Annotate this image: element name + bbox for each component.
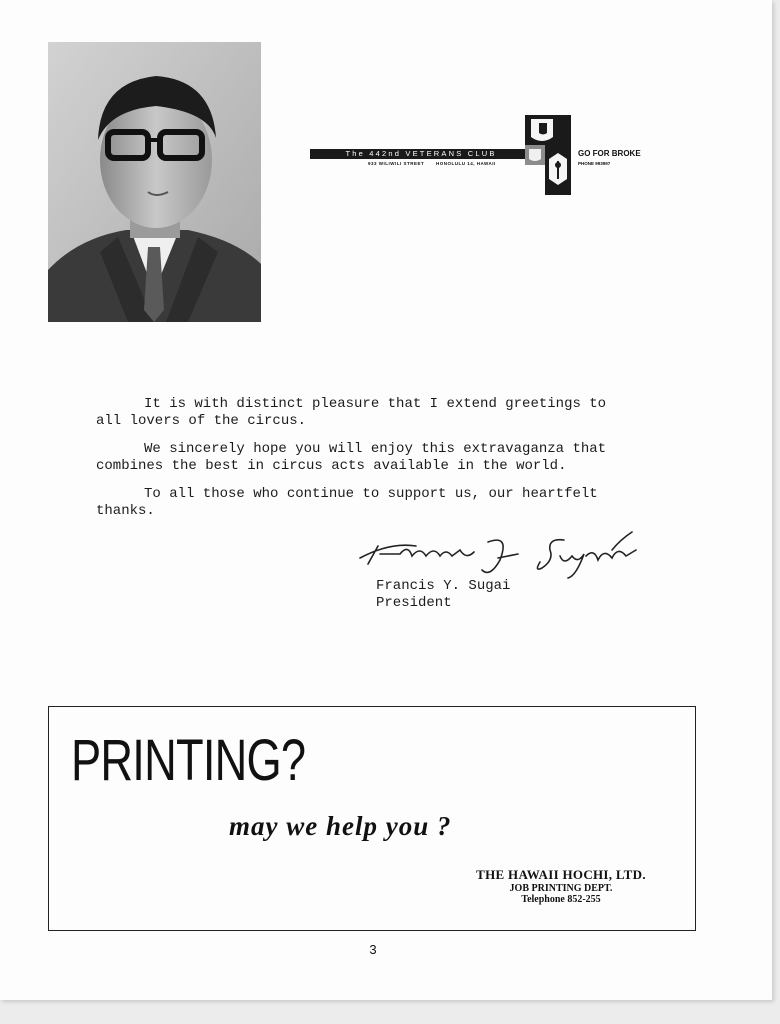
address-city: HONOLULU 14, HAWAII: [436, 161, 496, 166]
letter-paragraph: We sincerely hope you will enjoy this extravaganza that combines the best in circus acts available in the world.: [96, 441, 607, 474]
ad-tagline: may we help you ?: [229, 811, 452, 841]
greeting-letter: [96, 396, 696, 531]
page-number: 3: [369, 942, 377, 957]
signer-name: Francis Y. Sugai: [376, 578, 511, 594]
ad-headline: PRINTING?: [71, 728, 306, 793]
portrait-photo: [48, 42, 261, 322]
ad-company-block: [451, 867, 671, 905]
motto-text: GO FOR BROKE: [578, 149, 641, 158]
company-name: THE HAWAII HOCHI, LTD.: [476, 867, 646, 882]
company-telephone: Telephone 852-255: [521, 894, 601, 905]
handwritten-signature: [350, 520, 650, 587]
signer-title: President: [376, 595, 452, 611]
club-address: [368, 161, 506, 166]
address-street: 933 WILIWILI STREET: [368, 161, 425, 166]
signer-block: [376, 578, 510, 612]
club-phone: PHONE 993997: [578, 161, 611, 166]
letter-paragraph: It is with distinct pleasure that I extend greetings to all lovers of the circus.: [96, 396, 607, 429]
club-name-bar: The 442nd VETERANS CLUB: [310, 149, 532, 159]
printing-advertisement: [48, 706, 696, 931]
letter-paragraph: To all those who continue to support us, our heartfelt thanks.: [96, 486, 598, 519]
club-emblem-icon: [525, 115, 577, 202]
company-department: JOB PRINTING DEPT.: [509, 883, 613, 894]
club-letterhead: [310, 115, 650, 205]
